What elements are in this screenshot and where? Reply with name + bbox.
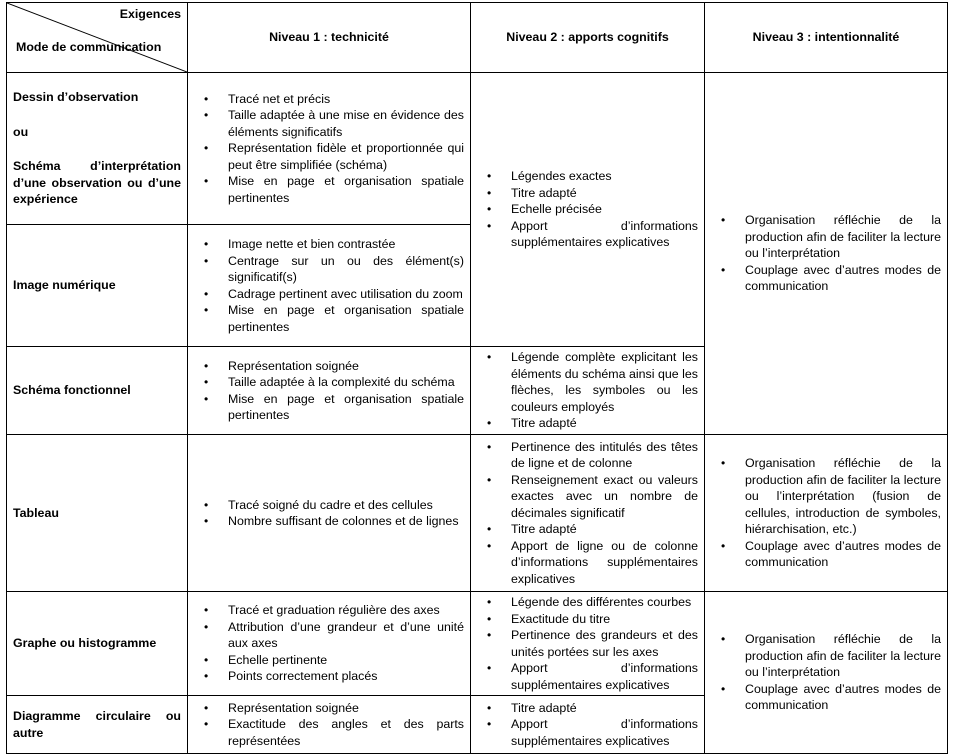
- list-item: • Taille adaptée à la complexité du schéma: [194, 374, 464, 391]
- list-item: • Mise en page et organisation spatiale pertinentes: [194, 173, 464, 206]
- list-item: • Renseignement exact ou valeurs exactes avec un nombre de décimales significatif: [477, 472, 698, 522]
- tableau-level-1: [188, 435, 471, 592]
- level-1-header: Niveau 1 : technicité: [188, 3, 471, 73]
- row-label-schema: Schéma fonctionnel: [7, 347, 188, 435]
- list-item: • Taille adaptée à une mise en évidence des éléments significatifs: [194, 107, 464, 140]
- row-graphe: [7, 592, 948, 696]
- row-label-image: Image numérique: [7, 225, 188, 347]
- list-item: • Organisation réfléchie de la production afin de faciliter la lecture ou l’interprétation (fusion de cellules, introduction de symboles, hiérarchisation, etc.): [711, 455, 941, 538]
- level-2-header: Niveau 2 : apports cognitifs: [471, 3, 705, 73]
- list-item: • Mise en page et organisation spatiale pertinentes: [194, 391, 464, 424]
- list-item: • Organisation réfléchie de la production afin de faciliter la lecture ou l’interprétation: [711, 631, 941, 681]
- list-item: • Centrage sur un ou des élément(s) significatif(s): [194, 253, 464, 286]
- list-item: • Légende complète explicitant les éléments du schéma ainsi que les flèches, les symboles ou les couleurs employés: [477, 349, 698, 415]
- list-item: • Echelle précisée: [477, 201, 698, 218]
- list-item: • Tracé soigné du cadre et des cellules: [194, 497, 464, 514]
- dessin-image-schema-level-3: [705, 73, 948, 435]
- list-item: • Pertinence des grandeurs et des unités portées sur les axes: [477, 627, 698, 660]
- diagramme-level-1: [188, 696, 471, 754]
- level-3-header: Niveau 3 : intentionnalité: [705, 3, 948, 73]
- list-item: • Représentation soignée: [194, 700, 464, 717]
- list-item: • Cadrage pertinent avec utilisation du zoom: [194, 286, 464, 303]
- list-item: • Attribution d’une grandeur et d’une unité aux axes: [194, 619, 464, 652]
- graphe-level-1: [188, 592, 471, 696]
- list-item: • Exactitude des angles et des parts représentées: [194, 716, 464, 749]
- list-item: • Nombre suffisant de colonnes et de lignes: [194, 513, 464, 530]
- list-item: • Apport d’informations supplémentaires explicatives: [477, 218, 698, 251]
- list-item: • Pertinence des intitulés des têtes de ligne et de colonne: [477, 439, 698, 472]
- list-item: • Mise en page et organisation spatiale pertinentes: [194, 302, 464, 335]
- tableau-level-3: [705, 435, 948, 592]
- list-item: • Couplage avec d’autres modes de communication: [711, 681, 941, 714]
- list-item: • Titre adapté: [477, 521, 698, 538]
- schema-level-1: [188, 347, 471, 435]
- tableau-level-2: [471, 435, 705, 592]
- list-item: • Organisation réfléchie de la production afin de faciliter la lecture ou l’interprétation: [711, 212, 941, 262]
- row-label-line: Schéma d’interprétation d’une observation ou d’une expérience: [13, 159, 181, 207]
- list-item: • Titre adapté: [477, 185, 698, 202]
- mode-communication-label: Mode de communication: [16, 40, 162, 54]
- header-row: [7, 3, 948, 73]
- schema-level-2: [471, 347, 705, 435]
- requirements-table: [6, 2, 948, 754]
- list-item: • Couplage avec d’autres modes de communication: [711, 538, 941, 571]
- dessin-image-level-2: [471, 73, 705, 347]
- list-item: • Apport d’informations supplémentaires explicatives: [477, 716, 698, 749]
- list-item: • Représentation soignée: [194, 358, 464, 375]
- row-dessin-observation: [7, 73, 948, 225]
- row-label-tableau: Tableau: [7, 435, 188, 592]
- row-label-graphe: Graphe ou histogramme: [7, 592, 188, 696]
- list-item: • Titre adapté: [477, 415, 698, 432]
- exigences-label: Exigences: [119, 7, 181, 21]
- diagramme-level-2: [471, 696, 705, 754]
- image-level-1: [188, 225, 471, 347]
- header-corner-cell: [7, 3, 188, 73]
- list-item: • Couplage avec d’autres modes de communication: [711, 262, 941, 295]
- row-label-diagramme: Diagramme circulaire ou autre: [7, 696, 188, 754]
- row-label-line: Dessin d’observation: [13, 90, 139, 105]
- list-item: • Points correctement placés: [194, 668, 464, 685]
- list-item: • Image nette et bien contrastée: [194, 236, 464, 253]
- graphe-level-2: [471, 592, 705, 696]
- list-item: • Titre adapté: [477, 700, 698, 717]
- list-item: • Tracé net et précis: [194, 91, 464, 108]
- list-item: • Légendes exactes: [477, 168, 698, 185]
- dessin-level-1: [188, 73, 471, 225]
- row-label-line: ou: [13, 124, 29, 139]
- list-item: • Légende des différentes courbes: [477, 594, 698, 611]
- row-label-dessin: [7, 73, 188, 225]
- list-item: • Représentation fidèle et proportionnée qui peut être simplifiée (schéma): [194, 140, 464, 173]
- row-tableau: [7, 435, 948, 592]
- list-item: • Exactitude du titre: [477, 611, 698, 628]
- list-item: • Echelle pertinente: [194, 652, 464, 669]
- list-item: • Apport d’informations supplémentaires explicatives: [477, 660, 698, 693]
- graphe-diagramme-level-3: [705, 592, 948, 754]
- list-item: • Apport de ligne ou de colonne d’informations supplémentaires explicatives: [477, 538, 698, 588]
- list-item: • Tracé et graduation régulière des axes: [194, 602, 464, 619]
